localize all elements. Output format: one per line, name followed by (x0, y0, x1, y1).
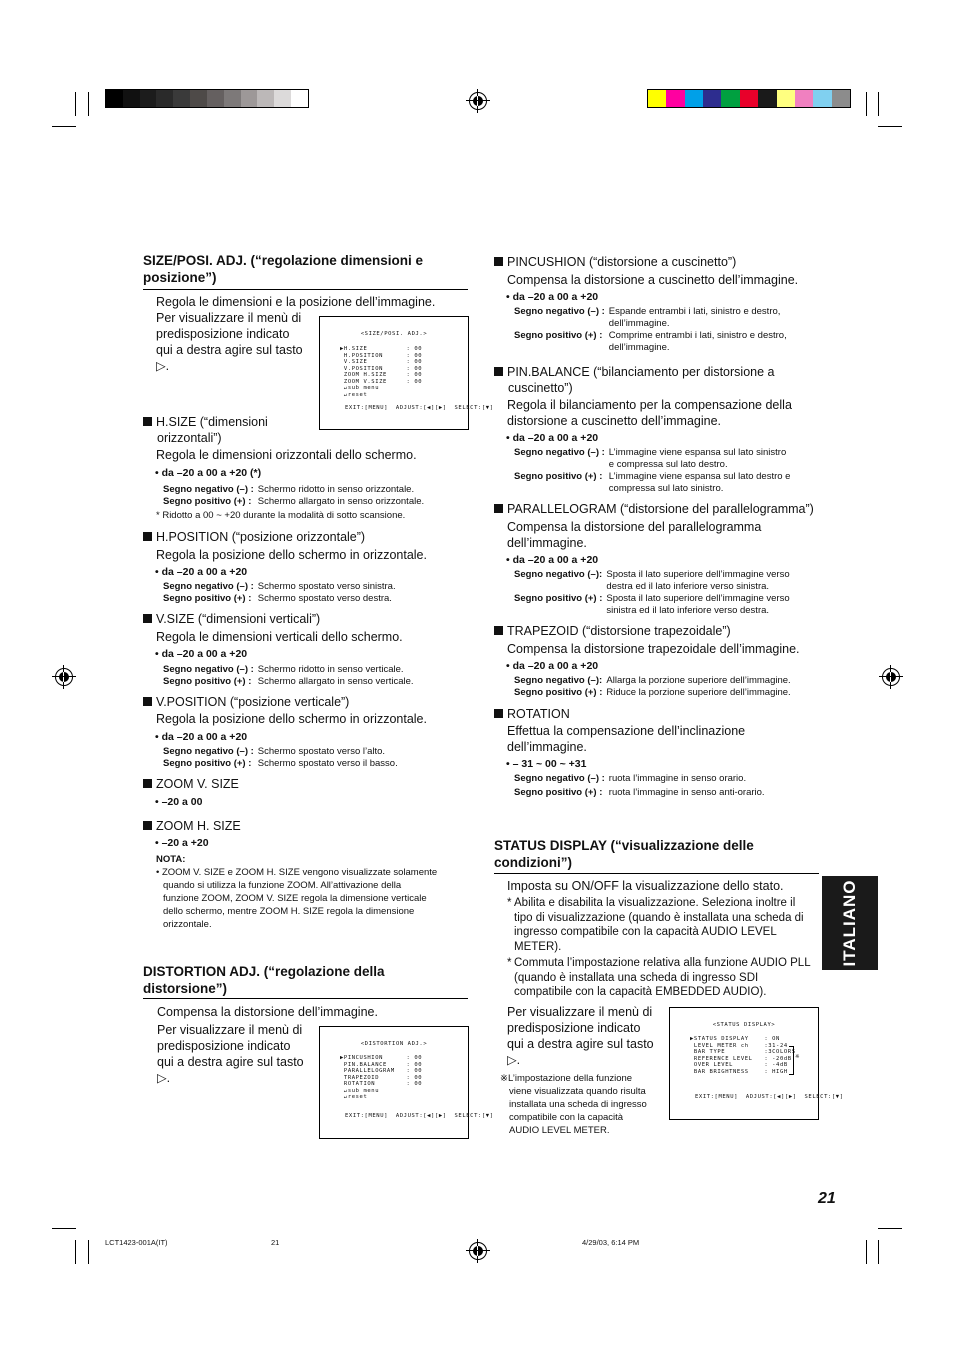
status-footnote-line: viene visualizzata quando risulta (509, 1086, 646, 1097)
distortion-hint-1: Per visualizzare il menù di (157, 1023, 303, 1037)
distortion-menu-row: ROTATION : 00 (340, 1081, 423, 1087)
size-hint-2: predisposizione indicato (156, 327, 290, 341)
status-title-line2: condizioni”) (494, 855, 572, 870)
distortion-menu-row: ↵reset (340, 1094, 368, 1100)
pb-pos-text: compressa sul lato sinistro. (608, 483, 724, 494)
pin-pos-text: dell’immagine. (608, 342, 670, 353)
hpos-label: H.POSITION (“posizione orizzontale”) (156, 530, 366, 544)
zoomv-label: ZOOM V. SIZE (156, 777, 239, 791)
status-bullet-1: * Abilita e disabilita la visualizzazione. Seleziona inoltre il tipo di visualizzazione (quando è installata una scheda di ingresso compatibile con la capacità AUDIO LEVEL METER). (507, 896, 825, 954)
status-hint-3: qui a destra agire sul tasto (507, 1037, 654, 1051)
rotation-signs (514, 773, 765, 799)
color-bar-color (647, 89, 851, 108)
vsize-desc: Regola le dimensioni verticali dello schermo. (156, 630, 403, 644)
pinbalance-desc-2: distorsione a cuscinetto dell’immagine. (507, 414, 721, 428)
distortion-hint-4: ▷. (157, 1071, 171, 1085)
status-footnote-line: ※L’impostazione della funzione (500, 1073, 633, 1084)
vpos-neg-label: Segno negativo (–) : (163, 746, 254, 757)
par-pos-text: sinistra ed il lato inferiore verso destra. (606, 605, 770, 616)
size-title-line2: posizione”) (143, 270, 217, 285)
color-swatch (291, 90, 308, 107)
zoomv-range: • –20 a 00 (155, 796, 203, 808)
status-b1-line: ingresso compatibile con la capacità AUDIO LEVEL (514, 926, 777, 938)
hpos-heading (143, 529, 365, 545)
color-swatch (257, 90, 274, 107)
crop-mark-tl-v2 (88, 92, 89, 116)
pb-neg-label: Segno negativo (–) : (514, 447, 605, 458)
vsize-label: V.SIZE (“dimensioni verticali”) (156, 612, 321, 626)
status-menu-row: ▶STATUS DISPLAY : ON (690, 1036, 780, 1042)
vpos-pos-label: Segno positivo (+) : (163, 758, 252, 769)
crop-mark-br-v (866, 1240, 867, 1264)
vpos-signs (163, 746, 398, 770)
hsize-pos-label: Segno positivo (+) : (163, 496, 252, 507)
status-footnote-line: AUDIO LEVEL METER. (509, 1125, 610, 1136)
distortion-menu-hint (157, 1022, 317, 1086)
hpos-pos-text: Schermo spostato verso destra. (257, 593, 392, 604)
crop-mark-bl-v (75, 1240, 76, 1264)
color-swatch (832, 90, 850, 107)
parallelogram-range: • da –20 a 00 a +20 (506, 554, 599, 566)
status-b2-line: compatibile con la capacità EMBEDDED AUDIO). (514, 986, 767, 998)
vsize-neg-label: Segno negativo (–) : (163, 664, 254, 675)
parallelogram-desc-1: Compensa la distorsione del parallelogramma (507, 520, 762, 534)
crop-mark-tl-v (75, 92, 76, 116)
size-hint-1: Per visualizzare il menù di (156, 311, 302, 325)
status-menu-row: BAR TYPE :3COLORS (690, 1049, 796, 1055)
color-swatch (241, 90, 258, 107)
distortion-menu-row: ▶PINCUSHION : 00 (340, 1055, 423, 1061)
pinbalance-heading (494, 364, 774, 396)
color-swatch (190, 90, 207, 107)
status-title-rule (494, 873, 819, 874)
color-swatch (274, 90, 291, 107)
size-hint-4: ▷. (156, 359, 170, 373)
vsize-pos-label: Segno positivo (+) : (163, 676, 252, 687)
nota-line: • ZOOM V. SIZE e ZOOM H. SIZE vengono visualizzate solamente (156, 867, 438, 878)
parallelogram-heading (494, 501, 814, 517)
distortion-menu-row: PIN.BALANCE : 00 (340, 1061, 423, 1068)
hpos-desc: Regola la posizione dello schermo in orizzontale. (156, 548, 427, 562)
size-menu-row: ↵sub menu (340, 385, 380, 391)
status-menu-row: LEVEL METER ch :31-24 (690, 1042, 788, 1049)
trapezoid-label: TRAPEZOID (“distorsione trapezoidale”) (507, 624, 731, 638)
pincushion-range: • da –20 a 00 a +20 (506, 291, 599, 303)
size-menu-title: <SIZE/POSI. ADJ.> (360, 331, 428, 337)
crop-mark-tr-h (878, 126, 902, 127)
crop-mark-tl-h (52, 126, 76, 127)
status-b1-line: tipo di visualizzazione (quando è installata una scheda di (514, 911, 804, 924)
hsize-signs (163, 484, 424, 508)
hsize-desc: Regola le dimensioni orizzontali dello schermo. (156, 448, 417, 462)
registration-mark-left (55, 668, 73, 686)
status-footnote (500, 1072, 665, 1137)
rot-pos-label: Segno positivo (+) : (514, 787, 603, 798)
pinbalance-signs (514, 447, 819, 495)
pin-pos-label: Segno positivo (+) : (514, 330, 603, 341)
color-swatch (795, 90, 813, 107)
status-menu-bracket (789, 1046, 794, 1075)
bullet-square-icon (494, 257, 503, 266)
pin-neg-label: Segno negativo (–) : (514, 306, 605, 317)
rot-pos-text: ruota l’immagine in senso anti-orario. (608, 787, 765, 798)
color-swatch (648, 90, 666, 107)
zoomh-label: ZOOM H. SIZE (156, 819, 241, 833)
status-hint-1: Per visualizzare il menù di (507, 1005, 653, 1019)
distortion-menu-title: <DISTORTION ADJ.> (360, 1041, 428, 1047)
bullet-square-icon (143, 417, 152, 426)
footer-code: LCT1423-001A(IT) (105, 1238, 168, 1247)
distortion-menu-row: TRAPEZOID : 00 (340, 1074, 423, 1081)
footer-page: 21 (271, 1238, 280, 1247)
parallelogram-label: PARALLELOGRAM (“distorsione del parallelogramma”) (507, 502, 814, 516)
color-swatch (207, 90, 224, 107)
language-tab (822, 876, 878, 970)
language-tab-label: ITALIANO (840, 879, 859, 967)
crop-mark-tr-v (866, 92, 867, 116)
bullet-square-icon (494, 367, 503, 376)
hsize-heading (143, 414, 268, 446)
status-menu-hint (507, 1004, 667, 1068)
trap-pos-text: Riduce la porzione superiore dell’immagine. (606, 687, 791, 698)
color-swatch (685, 90, 703, 107)
distortion-title-rule (143, 998, 468, 999)
bullet-square-icon (143, 697, 152, 706)
distortion-menu-row: PARALLELOGRAM : 00 (340, 1068, 423, 1074)
color-swatch (777, 90, 795, 107)
nota (156, 853, 476, 931)
rotation-label: ROTATION (507, 707, 570, 721)
nota-title: NOTA: (156, 854, 186, 865)
status-menu-mark: ※ (795, 1054, 801, 1060)
vsize-pos-text: Schermo allargato in senso verticale. (257, 676, 414, 687)
page-number: 21 (818, 1190, 836, 1207)
hsize-range: • da –20 a 00 a +20 (*) (155, 467, 262, 479)
nota-line: funzione ZOOM, ZOOM V. SIZE regola la dimensione verticale (163, 893, 427, 904)
status-hint-4: ▷. (507, 1053, 521, 1067)
size-menu-hint (156, 310, 316, 374)
rotation-range: • – 31 ~ 00 ~ +31 (506, 758, 587, 770)
status-b1-line: METER). (514, 940, 562, 953)
pb-neg-text: L’immagine viene espansa sul lato sinistro (608, 447, 787, 458)
hsize-neg-label: Segno negativo (–) : (163, 484, 254, 495)
size-title-rule (143, 289, 468, 290)
status-footnote-line: installata una scheda di ingresso (509, 1099, 647, 1110)
pb-pos-text: L’immagine viene espansa sul lato destro e (608, 471, 791, 482)
hsize-pos-text: Schermo allargato in senso orizzontale. (257, 496, 425, 507)
status-menu-row: OVER LEVEL : -4dB (690, 1062, 788, 1068)
par-pos-label: Segno positivo (+) : (514, 593, 603, 604)
color-swatch (140, 90, 157, 107)
bullet-square-icon (143, 779, 152, 788)
hpos-pos-label: Segno positivo (+) : (163, 593, 252, 604)
pincushion-heading (494, 254, 736, 270)
trap-neg-label: Segno negativo (–): (514, 675, 603, 686)
crop-mark-br-h (878, 1228, 902, 1229)
distortion-title-line1: DISTORTION ADJ. (“regolazione della (143, 964, 385, 979)
pin-neg-text: Espande entrambi i lati, sinistro e destro, (608, 306, 781, 317)
rotation-desc-1: Effettua la compensazione dell’inclinazione (507, 724, 746, 738)
distortion-menu-screen (319, 1026, 494, 1139)
pin-neg-text: dell’immagine. (608, 318, 670, 329)
color-swatch (758, 90, 776, 107)
hpos-range: • da –20 a 00 a +20 (155, 566, 248, 578)
nota-line: quando si utilizza la funzione ZOOM. All’attivazione della (163, 880, 402, 891)
zoomv-heading (143, 776, 239, 792)
vpos-pos-text: Schermo spostato verso il basso. (257, 758, 398, 769)
color-swatch (106, 90, 123, 107)
nota-line: dello schermo, mentre ZOOM H. SIZE regola la dimensione (163, 906, 415, 917)
status-b2-line: (quando è installata una scheda di ingresso SDI (514, 971, 759, 984)
color-swatch (173, 90, 190, 107)
vsize-range: • da –20 a 00 a +20 (155, 648, 248, 660)
bullet-square-icon (143, 532, 152, 541)
pinbalance-desc (507, 397, 792, 429)
status-b1-line: Abilita e disabilita la visualizzazione. Seleziona inoltre il (514, 897, 796, 909)
color-swatch (156, 90, 173, 107)
size-intro: Regola le dimensioni e la posizione dell’immagine. (156, 295, 436, 309)
par-neg-label: Segno negativo (–): (514, 569, 603, 580)
parallelogram-signs (514, 569, 816, 617)
hsize-neg-text: Schermo ridotto in senso orizzontale. (257, 484, 415, 495)
bullet-square-icon (494, 504, 503, 513)
crop-mark-tr-v2 (878, 92, 879, 116)
bullet-square-icon (143, 821, 152, 830)
status-b2-line: Commuta l’impostazione relativa alla funzione AUDIO PLL (514, 957, 811, 969)
color-swatch (666, 90, 684, 107)
color-bar-grey (105, 89, 309, 108)
status-hint-2: predisposizione indicato (507, 1021, 641, 1035)
pincushion-desc: Compensa la distorsione a cuscinetto dell’immagine. (507, 273, 799, 287)
pinbalance-range: • da –20 a 00 a +20 (506, 432, 599, 444)
distortion-menu-row: ↵sub menu (340, 1087, 380, 1094)
bullet-square-icon (494, 709, 503, 718)
pincushion-signs (514, 306, 819, 354)
status-footnote-line: compatibile con la capacità (509, 1112, 624, 1123)
trapezoid-range: • da –20 a 00 a +20 (506, 660, 599, 672)
bullet-square-icon (143, 614, 152, 623)
size-menu-row: ↵reset (340, 391, 368, 398)
hsize-label-2: orizzontali”) (157, 431, 222, 445)
status-menu-row: BAR BRIGHTNESS : HIGH (690, 1068, 788, 1075)
registration-mark-top (469, 92, 487, 110)
rotation-desc (507, 723, 745, 755)
color-swatch (740, 90, 758, 107)
trap-neg-text: Allarga la porzione superiore dell’immagine. (606, 675, 791, 686)
hpos-signs (163, 581, 396, 605)
trapezoid-desc: Compensa la distorsione trapezoidale dell’immagine. (507, 642, 800, 656)
rotation-desc-2: dell’immagine. (507, 740, 587, 754)
status-intro: Imposta su ON/OFF la visualizzazione dello stato. (507, 879, 784, 893)
distortion-menu-footer: EXIT:[MENU] ADJUST:[◀][▶] SELECT:[▼] (345, 1113, 494, 1119)
rot-neg-text: ruota l’immagine in senso orario. (608, 773, 747, 784)
vpos-label: V.POSITION (“posizione verticale”) (156, 695, 350, 709)
color-swatch (813, 90, 831, 107)
parallelogram-desc (507, 519, 761, 551)
par-pos-text: Sposta il lato superiore dell’immagine verso (606, 593, 790, 604)
size-menu-row: V.POSITION : 00 (340, 365, 423, 372)
size-menu-row: V.SIZE : 00 (340, 359, 423, 365)
pin-pos-text: Comprime entrambi i lati, sinistro e destro, (608, 330, 787, 341)
status-title-line1: STATUS DISPLAY (“visualizzazione delle (494, 838, 754, 853)
crop-mark-bl-v2 (88, 1240, 89, 1264)
distortion-hint-3: qui a destra agire sul tasto (157, 1055, 304, 1069)
hpos-neg-text: Schermo spostato verso sinistra. (257, 581, 396, 592)
distortion-title-line2: distorsione”) (143, 981, 228, 996)
pb-neg-text: e compressa sul lato destro. (608, 459, 728, 470)
bullet-square-icon (494, 626, 503, 635)
size-title-line1: SIZE/POSI. ADJ. (“regolazione dimensioni e (143, 253, 424, 268)
pb-pos-label: Segno positivo (+) : (514, 471, 603, 482)
crop-mark-br-v2 (878, 1240, 879, 1264)
trapezoid-signs (514, 675, 791, 699)
hsize-note: * Ridotto a 00 ~ +20 durante la modalità di sotto scansione. (156, 510, 406, 521)
nota-line: orizzontale. (163, 919, 212, 930)
size-hint-3: qui a destra agire sul tasto (156, 343, 303, 357)
rot-neg-label: Segno negativo (–) : (514, 773, 605, 784)
vpos-desc: Regola la posizione dello schermo in orizzontale. (156, 712, 427, 726)
vsize-heading (143, 611, 320, 627)
color-swatch (224, 90, 241, 107)
registration-mark-right (882, 668, 900, 686)
vpos-heading (143, 694, 349, 710)
vpos-neg-text: Schermo spostato verso l’alto. (257, 746, 386, 757)
trapezoid-heading (494, 623, 731, 639)
size-section-title (143, 252, 473, 286)
color-swatch (721, 90, 739, 107)
color-swatch (703, 90, 721, 107)
status-menu-title: <STATUS DISPLAY> (712, 1022, 776, 1028)
footer-date: 4/29/03, 6:14 PM (582, 1238, 640, 1247)
par-neg-text: Sposta il lato superiore dell’immagine verso (606, 569, 790, 580)
zoomh-range: • –20 a +20 (155, 837, 209, 849)
hsize-label-1: H.SIZE (“dimensioni (156, 415, 268, 429)
pinbalance-desc-1: Regola il bilanciamento per la compensazione della (507, 398, 792, 412)
status-section-title (494, 837, 824, 871)
par-neg-text: destra ed il lato inferiore verso sinistra. (606, 581, 770, 592)
status-menu-footer: EXIT:[MENU] ADJUST:[◀][▶] SELECT:[▼] (695, 1094, 844, 1100)
status-menu-screen (669, 1007, 844, 1120)
distortion-section-title (143, 963, 473, 997)
size-menu-footer: EXIT:[MENU] ADJUST:[◀][▶] SELECT:[▼] (345, 405, 494, 411)
status-menu-row: REFERENCE LEVEL : -20dB (690, 1055, 792, 1062)
vsize-signs (163, 664, 414, 688)
size-menu-row: ▶H.SIZE : 00 (340, 346, 423, 352)
pinbalance-label-1: PIN.BALANCE (“bilanciamento per distorsione a (507, 365, 775, 379)
zoomh-heading (143, 818, 241, 834)
vpos-range: • da –20 a 00 a +20 (155, 731, 248, 743)
hpos-neg-label: Segno negativo (–) : (163, 581, 254, 592)
pinbalance-label-2: cuscinetto”) (508, 381, 573, 395)
size-menu-screen (319, 316, 494, 430)
crop-mark-bl-h (52, 1228, 76, 1229)
registration-mark-bottom (469, 1242, 487, 1260)
vsize-neg-text: Schermo ridotto in senso verticale. (257, 664, 404, 675)
size-menu-row: ZOOM V.SIZE : 00 (340, 378, 423, 385)
pincushion-label: PINCUSHION (“distorsione a cuscinetto”) (507, 255, 737, 269)
distortion-hint-2: predisposizione indicato (157, 1039, 291, 1053)
trap-pos-label: Segno positivo (+) : (514, 687, 603, 698)
distortion-intro: Compensa la distorsione dell’immagine. (157, 1005, 378, 1019)
parallelogram-desc-2: dell’immagine. (507, 536, 587, 550)
color-swatch (123, 90, 140, 107)
rotation-heading (494, 706, 570, 722)
size-menu-row: H.POSITION : 00 (340, 352, 423, 359)
size-menu-row: ZOOM H.SIZE : 00 (340, 372, 423, 378)
status-bullet-2: * Commuta l’impostazione relativa alla funzione AUDIO PLL (quando è installata una scheda di ingresso SDI compatibile con la capacità EMBEDDED AUDIO). (507, 956, 825, 1000)
